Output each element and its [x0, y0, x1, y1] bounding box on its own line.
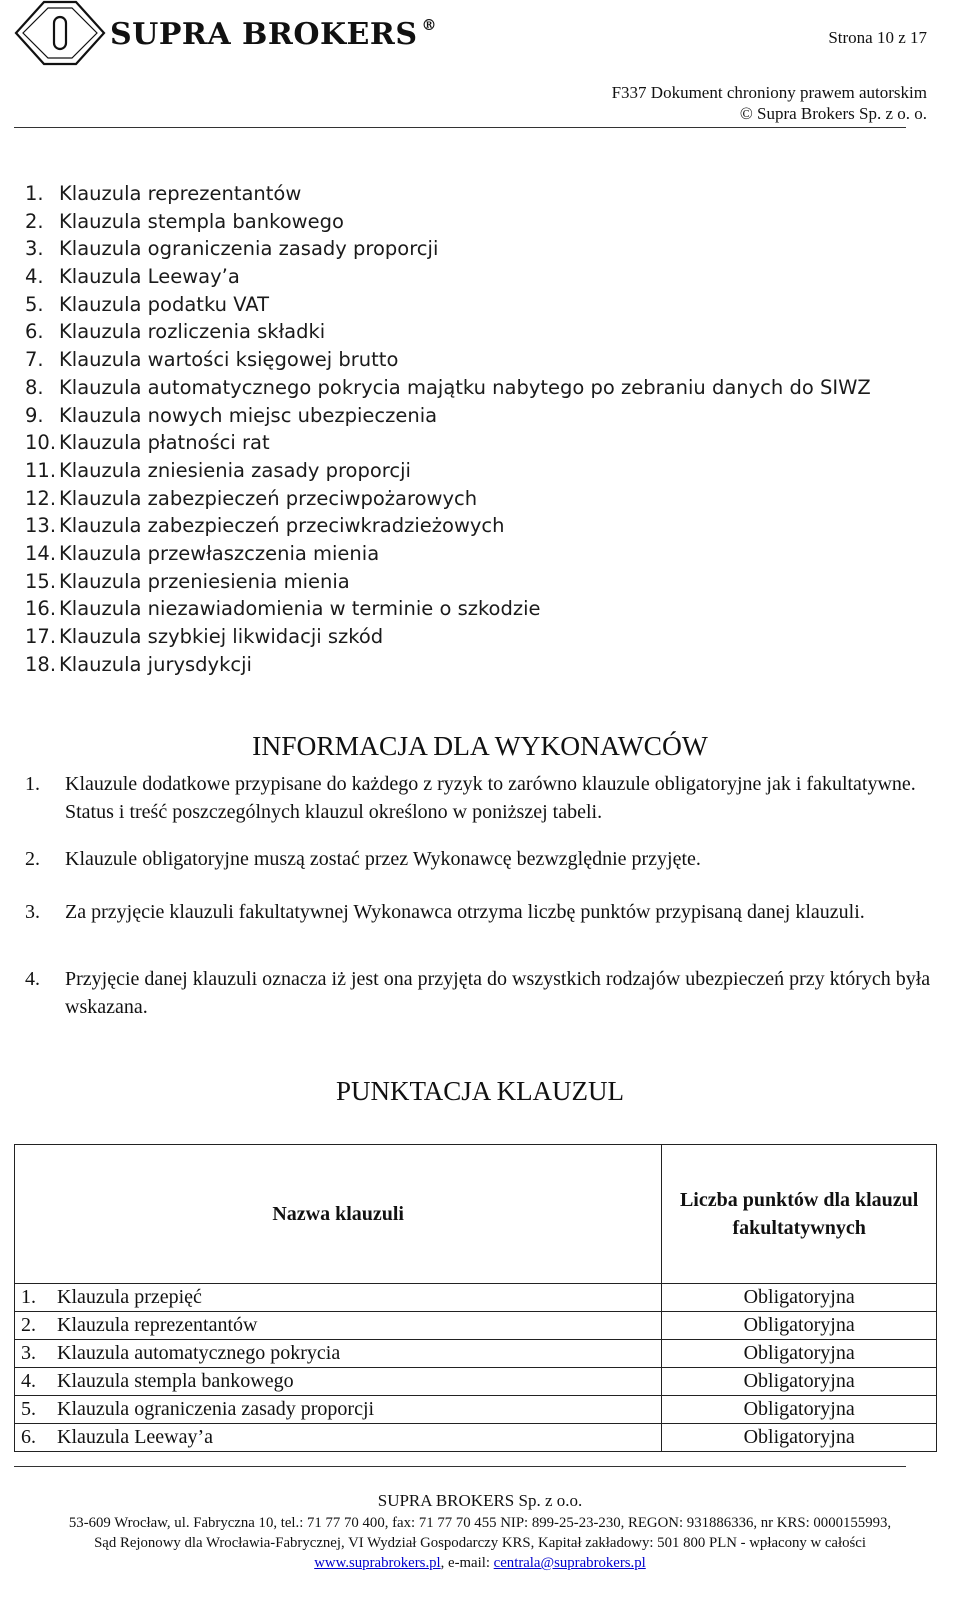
footer-address-line: 53-609 Wrocław, ul. Fabryczna 10, tel.: 71 77 70 400, fax: 71 77 70 455 NIP: 899-25-23-230, REGON: 931886336, nr KRS: 0000155993, — [68, 1515, 892, 1531]
copyright-notice — [612, 82, 927, 124]
list-item: 5. Klauzula podatku VAT — [25, 292, 270, 316]
clause-status-cell: Obligatoryjna — [662, 1424, 937, 1452]
info-item: 4. Przyjęcie danej klauzuli oznacza iż jest ona przyjęta do wszystkich rodzajów ubezpieczeń przy których była wskazana. — [25, 968, 931, 1018]
email-label: , e-mail: — [440, 1555, 494, 1571]
table-row — [15, 1396, 937, 1424]
clause-name-cell: 4. Klauzula stempla bankowego — [15, 1368, 662, 1396]
list-item: 7. Klauzula wartości księgowej brutto — [25, 348, 399, 372]
list-item: 2. Klauzula stempla bankowego — [25, 209, 344, 233]
header-divider — [14, 127, 906, 128]
table-row — [15, 1284, 937, 1312]
page-number: Strona 10 z 17 — [828, 28, 927, 47]
scoring-heading: PUNKTACJA KLAUZUL — [335, 1076, 625, 1106]
clause-name-cell: 3. Klauzula automatycznego pokrycia — [15, 1340, 662, 1368]
info-heading: INFORMACJA DLA WYKONAWCÓW — [252, 730, 708, 761]
scoring-table — [14, 1144, 937, 1452]
clause-status-cell: Obligatoryjna — [662, 1368, 937, 1396]
clause-name-cell: 5. Klauzula ograniczenia zasady proporcji — [15, 1396, 662, 1424]
footer-contact-line — [0, 1553, 960, 1573]
clause-status-cell: Obligatoryjna — [662, 1312, 937, 1340]
notice-line: © Supra Brokers Sp. z o. o. — [739, 104, 927, 123]
table-row — [15, 1312, 937, 1340]
table-row — [15, 1340, 937, 1368]
footer-company-name: SUPRA BROKERS Sp. z o.o. — [377, 1491, 583, 1510]
list-item: 12. Klauzula zabezpieczeń przeciwpożarowych — [25, 486, 478, 510]
email-link[interactable]: centrala@suprabrokers.pl — [493, 1555, 646, 1571]
brand-name: SUPRA BROKERS ® — [110, 16, 437, 52]
list-item: 15. Klauzula przeniesienia mienia — [25, 569, 350, 593]
clause-name-cell: 6. Klauzula Leeway’a — [15, 1424, 662, 1452]
notice-line: F337 Dokument chroniony prawem autorskim — [611, 83, 927, 102]
list-item: 13. Klauzula zabezpieczeń przeciwkradzieżowych — [25, 514, 505, 538]
clause-status-cell: Obligatoryjna — [662, 1396, 937, 1424]
footer-divider — [14, 1466, 906, 1467]
list-item: 8. Klauzula automatycznego pokrycia majątku nabytego po zebraniu danych do SIWZ — [25, 375, 871, 399]
info-item: 3. Za przyjęcie klauzuli fakultatywnej Wykonawca otrzyma liczbę punktów przypisaną danej klauzuli. — [25, 901, 865, 923]
column-header-name: Nazwa klauzuli — [15, 1145, 662, 1284]
clause-status-cell: Obligatoryjna — [662, 1284, 937, 1312]
clause-name-cell: 1. Klauzula przepięć — [15, 1284, 662, 1312]
column-header-points: Liczba punktów dla klauzul fakultatywnych — [662, 1145, 937, 1284]
company-logo — [14, 0, 106, 71]
list-item: 10. Klauzula płatności rat — [25, 431, 270, 455]
table-header-row — [15, 1145, 937, 1284]
website-link[interactable]: www.suprabrokers.pl — [314, 1555, 441, 1571]
info-item: 1. Klauzule dodatkowe przypisane do każdego z ryzyk to zarówno klauzule obligatoryjne jak i fakultatywne. Status i treść poszczególnych klauzul określono w poniższej tabeli. — [25, 773, 916, 823]
list-item: 17. Klauzula szybkiej likwidacji szkód — [25, 625, 384, 648]
table-row — [15, 1424, 937, 1452]
list-item: 1. Klauzula reprezentantów — [25, 182, 302, 205]
list-item: 14. Klauzula przewłaszczenia mienia — [25, 541, 380, 565]
clause-status-cell: Obligatoryjna — [662, 1340, 937, 1368]
info-item: 2. Klauzule obligatoryjne muszą zostać przez Wykonawcę bezwzględnie przyjęte. — [25, 848, 701, 870]
clause-name-cell: 2. Klauzula reprezentantów — [15, 1312, 662, 1340]
list-item: 6. Klauzula rozliczenia składki — [25, 320, 326, 344]
list-item: 16. Klauzula niezawiadomienia w terminie o szkodzie — [25, 597, 541, 621]
list-item: 4. Klauzula Leeway’a — [25, 265, 240, 289]
footer-registry-line: Sąd Rejonowy dla Wrocławia-Fabrycznej, VI Wydział Gospodarczy KRS, Kapitał zakładowy: 501 800 PLN - wpłacony w całości — [94, 1535, 866, 1551]
list-item: 11. Klauzula zniesienia zasady proporcji — [25, 458, 411, 482]
clause-list — [25, 180, 871, 678]
list-item: 18. Klauzula jurysdykcji — [25, 652, 252, 676]
list-item: 9. Klauzula nowych miejsc ubezpieczenia — [25, 403, 438, 427]
list-item: 3. Klauzula ograniczenia zasady proporcji — [25, 237, 439, 261]
table-row — [15, 1368, 937, 1396]
